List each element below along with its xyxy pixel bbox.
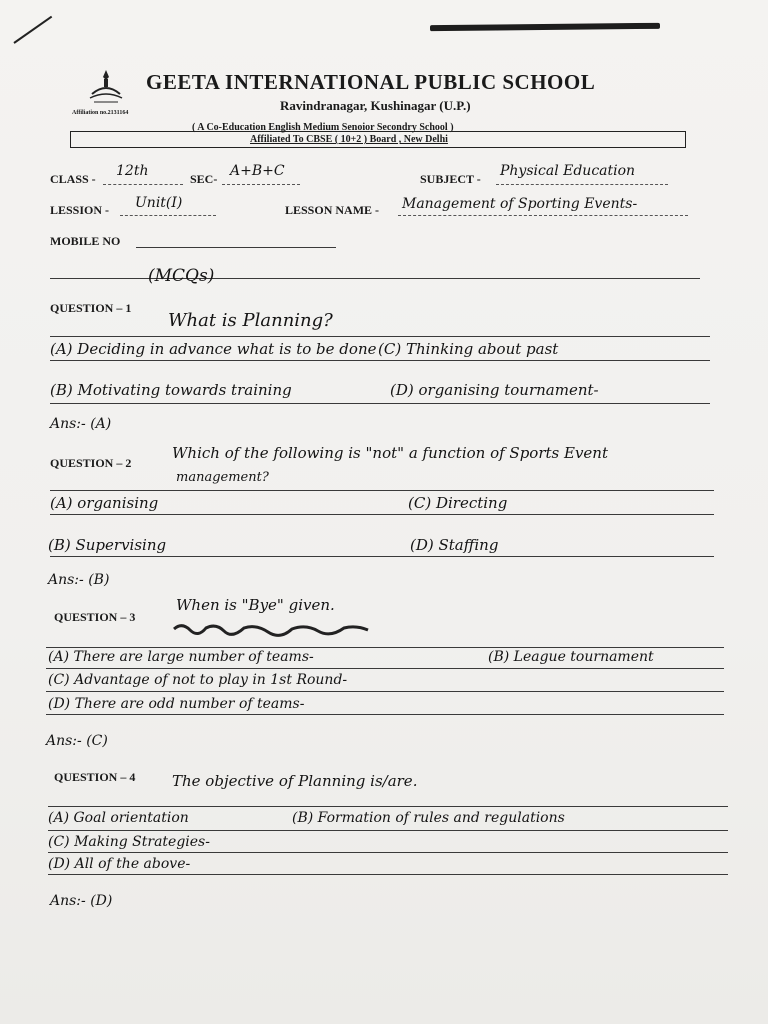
question-2-text: Which of the following is "not" a function of Sports Event <box>172 444 608 462</box>
sec-label: SEC- <box>190 172 218 186</box>
question-2-option-a: (A) organising <box>50 494 159 512</box>
question-3-option-b: (B) League tournament <box>488 649 654 665</box>
question-3-label: QUESTION – 3 <box>54 610 136 624</box>
question-4-option-c: (C) Making Strategies- <box>48 834 210 850</box>
mobile-label: MOBILE NO <box>50 234 121 248</box>
section-title: (MCQs) <box>148 266 215 286</box>
affiliation-text: Affiliated To CBSE ( 10+2 ) Board , New Delhi <box>250 134 448 145</box>
question-1-option-d: (D) organising tournament- <box>390 381 599 399</box>
question-2-option-b: (B) Supervising <box>48 536 167 554</box>
question-1-option-a: (A) Deciding in advance what is to be done <box>50 340 377 358</box>
scan-edge-mark <box>430 23 660 31</box>
question-1-option-b: (B) Motivating towards training <box>50 381 292 399</box>
lesson-name-value: Management of Sporting Events- <box>402 196 638 212</box>
question-1-answer: Ans:- (A) <box>50 416 112 432</box>
question-2-option-d: (D) Staffing <box>410 536 499 554</box>
scribbled-out-text <box>172 620 372 638</box>
question-4-answer: Ans:- (D) <box>50 893 113 909</box>
question-3-answer: Ans:- (C) <box>46 733 108 749</box>
affiliation-number: Affiliation no.2131164 <box>72 110 129 116</box>
pen-stroke-mark <box>13 16 52 44</box>
question-3-option-c: (C) Advantage of not to play in 1st Round- <box>48 672 348 688</box>
question-3-option-a: (A) There are large number of teams- <box>48 649 314 665</box>
question-2-option-c: (C) Directing <box>408 494 508 512</box>
question-1-text: What is Planning? <box>168 310 333 331</box>
school-address: Ravindranagar, Kushinagar (U.P.) <box>280 98 471 113</box>
sec-value: A+B+C <box>230 163 285 179</box>
subject-label: SUBJECT - <box>420 172 481 186</box>
question-4-option-d: (D) All of the above- <box>48 856 191 872</box>
question-4-option-a: (A) Goal orientation <box>48 810 189 826</box>
question-3-text: When is "Bye" given. <box>176 596 335 614</box>
school-name: GEETA INTERNATIONAL PUBLIC SCHOOL <box>146 70 596 94</box>
question-4-option-b: (B) Formation of rules and regulations <box>292 810 565 826</box>
question-2-answer: Ans:- (B) <box>48 572 110 588</box>
question-2-label: QUESTION – 2 <box>50 456 132 470</box>
lesson-label: LESSION - <box>50 203 110 217</box>
subject-value: Physical Education <box>500 163 636 179</box>
school-logo-icon <box>86 68 126 108</box>
question-4-label: QUESTION – 4 <box>54 770 136 784</box>
lesson-name-label: LESSON NAME - <box>285 203 380 217</box>
question-4-text: The objective of Planning is/are. <box>172 772 418 790</box>
class-value: 12th <box>116 163 149 179</box>
lesson-value: Unit(I) <box>135 195 183 211</box>
question-2-text-cont: management? <box>176 470 269 485</box>
school-type: ( A Co-Education English Medium Senoior Secondry School ) <box>192 122 454 133</box>
question-1-option-c: (C) Thinking about past <box>378 340 559 358</box>
class-label: CLASS - <box>50 172 96 186</box>
question-1-label: QUESTION – 1 <box>50 301 132 315</box>
question-3-option-d: (D) There are odd number of teams- <box>48 696 305 712</box>
